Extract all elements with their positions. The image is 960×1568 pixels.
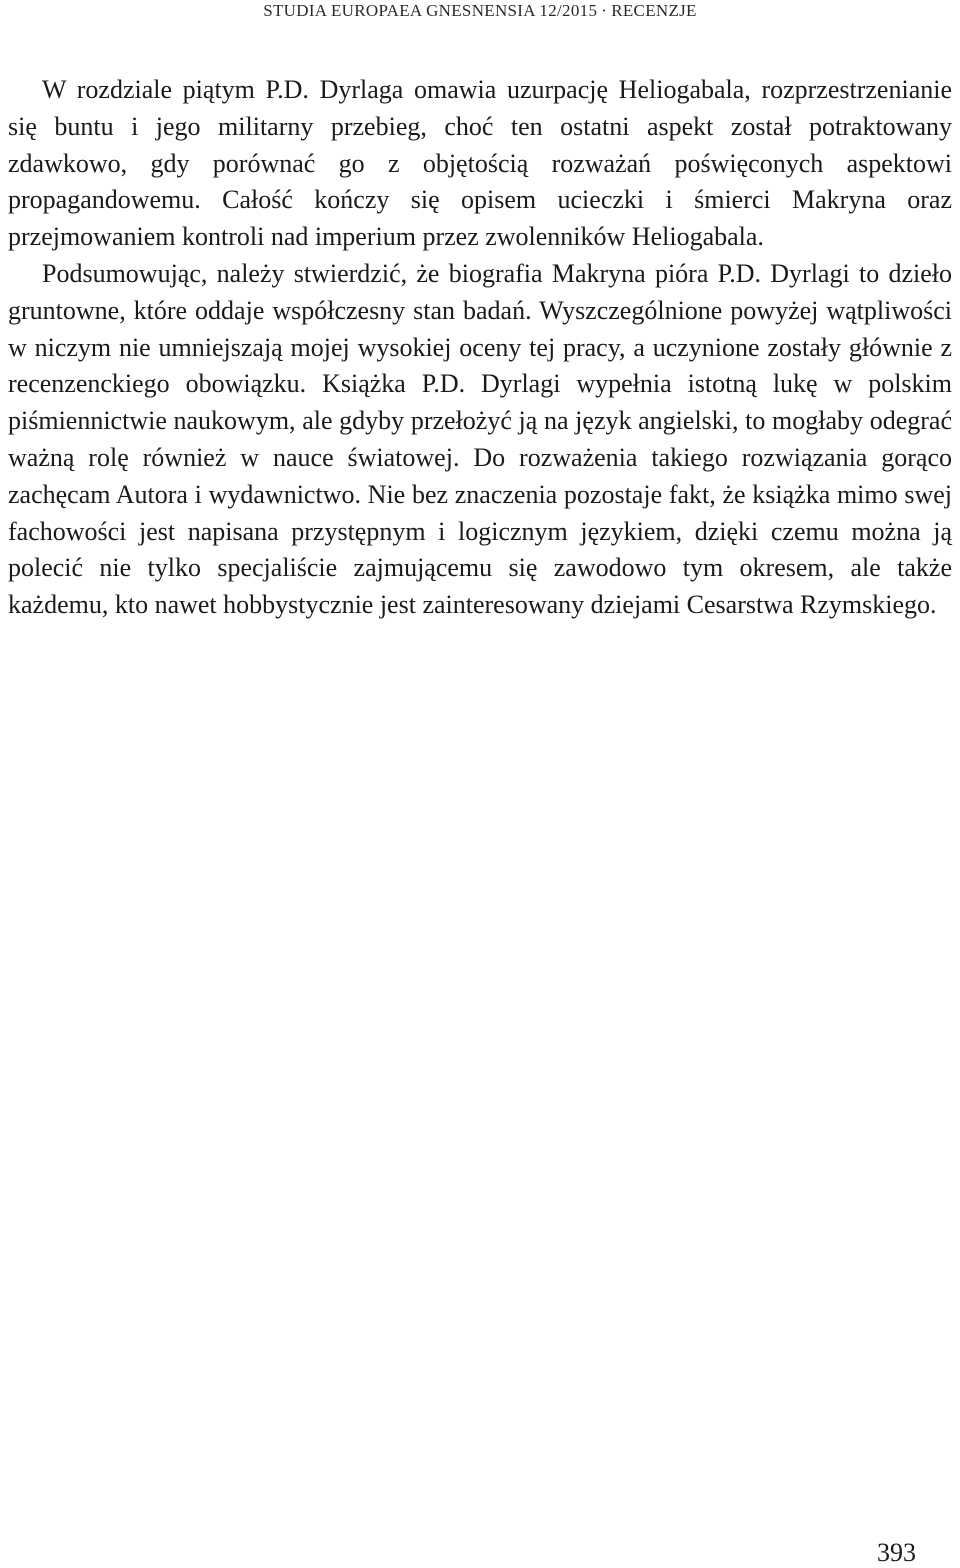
journal-title: STUDIA EUROPAEA GNESNENSIA 12/2015 xyxy=(263,1,598,20)
section-title: RECENZJE xyxy=(611,1,697,20)
paragraph-2: Podsumowując, należy stwierdzić, że biografia Makryna pióra P.D. Dyrlagi to dzieło gruntowne, które oddaje współczesny stan badań. Wyszczególnione powyżej wątpliwości w niczym nie umniejszają mojej wysokiej oceny tej pracy, a uczynione zostały głównie z recenzenckiego obowiązku. Książka P.D. Dyrlagi wypełnia istotną lukę w polskim piśmiennictwie naukowym, ale gdyby przełożyć ją na język angielski, to mogłaby odegrać ważną rolę również w nauce światowej. Do rozważenia takiego rozwiązania gorąco zachęcam Autora i wydawnictwo. Nie bez znaczenia pozostaje fakt, że książka mimo swej fachowości jest napisana przystępnym i logicznym językiem, dzięki czemu można ją polecić nie tylko specjaliście zajmującemu się zawodowo tym okresem, ale także każdemu, kto nawet hobbystycznie jest zainteresowany dziejami Cesarstwa Rzymskiego. xyxy=(8,258,952,620)
paragraph-1: W rozdziale piątym P.D. Dyrlaga omawia uzurpację Heliogabala, rozprzestrzenianie się buntu i jego militarny przebieg, choć ten ostatni aspekt został potraktowany zdawkowo, gdy porównać go z objętością rozważań poświęconych aspektowi propagandowemu. Całość kończy się opisem ucieczki i śmierci Makryna oraz przejmowaniem kontroli nad imperium przez zwolenników Heliogabala. xyxy=(8,75,952,252)
running-header xyxy=(0,0,960,22)
page-number: 393 xyxy=(877,1538,916,1567)
body-text xyxy=(8,72,952,624)
header-separator: · xyxy=(601,1,608,20)
